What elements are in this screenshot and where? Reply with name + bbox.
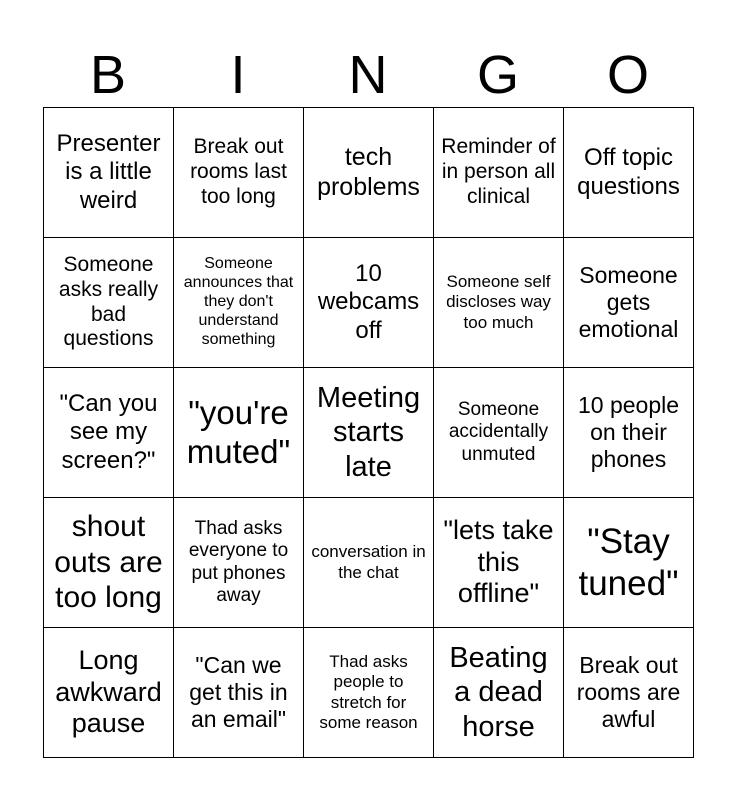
header-letter-i: I [230,45,246,105]
bingo-cell[interactable]: Someone gets emotional [564,238,694,368]
bingo-cell[interactable]: Long awkward pause [44,628,174,758]
board-row-2 [44,238,694,368]
board-row-1 [44,108,694,238]
bingo-cell[interactable]: Break out rooms are awful [564,628,694,758]
header-letter-b: B [89,45,127,105]
header-letter-o: O [606,45,649,105]
bingo-cell[interactable]: Break out rooms last too long [174,108,304,238]
bingo-cell[interactable]: "Can we get this in an email" [174,628,304,758]
bingo-cell[interactable]: "you're muted" [174,368,304,498]
bingo-cell[interactable]: 10 webcams off [304,238,434,368]
bingo-cell[interactable]: Thad asks people to stretch for some reason [304,628,434,758]
header-letter-g: G [476,45,519,105]
bingo-cell[interactable]: Off topic questions [564,108,694,238]
bingo-cell[interactable]: "Stay tuned" [564,498,694,628]
bingo-cell[interactable]: tech problems [304,108,434,238]
bingo-cell[interactable]: Someone announces that they don't understand something [174,238,304,368]
bingo-cell[interactable]: Beating a dead horse [434,628,564,758]
bingo-cell[interactable]: Meeting starts late [304,368,434,498]
bingo-cell[interactable]: "Can you see my screen?" [44,368,174,498]
bingo-header [43,40,693,110]
bingo-board [43,107,694,758]
bingo-cell[interactable]: Someone self discloses way too much [434,238,564,368]
bingo-cell[interactable]: Thad asks everyone to put phones away [174,498,304,628]
bingo-cell[interactable]: conversation in the chat [304,498,434,628]
bingo-cell[interactable]: shout outs are too long [44,498,174,628]
header-letter-n: N [348,45,388,105]
bingo-cell[interactable]: 10 people on their phones [564,368,694,498]
bingo-cell[interactable]: Someone accidentally unmuted [434,368,564,498]
board-row-4 [44,498,694,628]
bingo-cell[interactable]: "lets take this offline" [434,498,564,628]
bingo-cell[interactable]: Reminder of in person all clinical [434,108,564,238]
board-row-3 [44,368,694,498]
bingo-cell[interactable]: Presenter is a little weird [44,108,174,238]
bingo-cell[interactable]: Someone asks really bad questions [44,238,174,368]
board-row-5 [44,628,694,758]
